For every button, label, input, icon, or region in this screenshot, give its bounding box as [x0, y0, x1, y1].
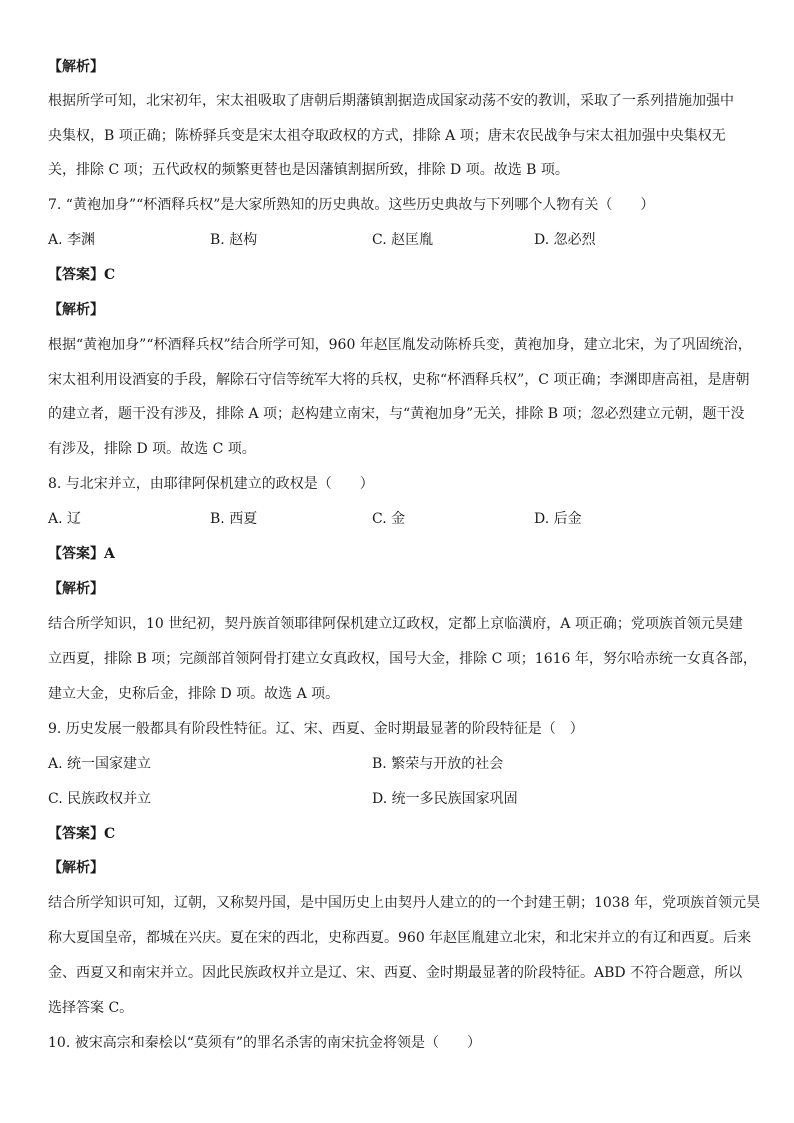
- q8-answer: 【答案】A: [48, 546, 115, 562]
- q8-option-a: A. 辽: [48, 511, 82, 527]
- q9-answer: 【答案】C: [48, 826, 116, 842]
- q7-analysis-line: 的建立者，题干没有涉及，排除 A 项；赵构建立南宋，与“黄袍加身”无关，排除 B 项；忽必烈建立元朝，题干没: [48, 406, 745, 422]
- q7-option-b: B. 赵构: [210, 232, 258, 248]
- q7-option-d: D. 忽必烈: [534, 232, 596, 248]
- q8-analysis-label: 【解析】: [48, 581, 104, 597]
- question-7: 7. “黄袍加身”“杯酒释兵权”是大家所熟知的历史典故。这些历史典故与下列哪个人物有关（ ）: [48, 197, 655, 213]
- analysis-text-line: 根据所学可知，北宋初年，宋太祖吸取了唐朝后期藩镇割据造成国家动荡不安的教训，采取了一系列措施加强中: [48, 93, 734, 109]
- analysis-text-line: 央集权，B 项正确；陈桥驿兵变是宋太祖夺取政权的方式，排除 A 项；唐末农民战争与宋太祖加强中央集权无: [48, 128, 726, 144]
- question-8: 8. 与北宋并立，由耶律阿保机建立的政权是（ ）: [48, 476, 374, 492]
- q7-analysis-line: 宋太祖利用设酒宴的手段，解除石守信等统军大将的兵权，史称“杯酒释兵权”，C 项正确；李渊即唐高祖，是唐朝: [48, 372, 750, 388]
- question-10: 10. 被宋高宗和秦桧以“莫须有”的罪名杀害的南宋抗金将领是（ ）: [48, 1035, 482, 1051]
- q9-option-d: D. 统一多民族国家巩固: [372, 791, 518, 807]
- analysis-text-line: 关，排除 C 项；五代政权的频繁更替也是因藩镇割据所致，排除 D 项。故选 B 项。: [48, 162, 569, 178]
- q9-option-a: A. 统一国家建立: [48, 756, 152, 772]
- q9-analysis-line: 选择答案 C。: [48, 1000, 134, 1016]
- q9-analysis-line: 结合所学知识可知，辽朝，又称契丹国，是中国历史上由契丹人建立的的一个封建王朝；1038 年，党项族首领元昊: [48, 895, 761, 911]
- q8-analysis-line: 建立大金，史称后金，排除 D 项。故选 A 项。: [48, 686, 340, 702]
- q7-option-c: C. 赵匡胤: [372, 232, 434, 248]
- q8-option-b: B. 西夏: [210, 511, 258, 527]
- q7-option-a: A. 李渊: [48, 232, 96, 248]
- q8-option-c: C. 金: [372, 511, 406, 527]
- q7-analysis-label: 【解析】: [48, 302, 104, 318]
- q7-answer: 【答案】C: [48, 267, 116, 283]
- q9-option-b: B. 繁荣与开放的社会: [372, 756, 504, 772]
- question-9: 9. 历史发展一般都具有阶段性特征。辽、宋、西夏、金时期最显著的阶段特征是（ ）: [48, 721, 584, 737]
- q8-analysis-line: 结合所学知识，10 世纪初，契丹族首领耶律阿保机建立辽政权，定都上京临潢府，A 项正确；党项族首领元昊建: [48, 616, 743, 632]
- q7-analysis-line: 有涉及，排除 D 项。故选 C 项。: [48, 441, 256, 457]
- q9-option-c: C. 民族政权并立: [48, 791, 152, 807]
- q7-analysis-line: 根据“黄袍加身”“杯酒释兵权”结合所学可知，960 年赵匡胤发动陈桥兵变，黄袍加身，建立北宋，为了巩固统治，: [48, 337, 752, 353]
- q8-analysis-line: 立西夏，排除 B 项；完颜部首领阿骨打建立女真政权，国号大金，排除 C 项；1616 年，努尔哈赤统一女真各部，: [48, 651, 757, 667]
- q8-option-d: D. 后金: [534, 511, 582, 527]
- q9-analysis-line: 称大夏国皇帝，都城在兴庆。夏在宋的西北，史称西夏。960 年赵匡胤建立北宋，和北宋并立的有辽和西夏。后来: [48, 930, 752, 946]
- q9-analysis-label: 【解析】: [48, 860, 104, 876]
- analysis-label: 【解析】: [48, 59, 104, 75]
- q9-analysis-line: 金、西夏又和南宋并立。因此民族政权并立是辽、宋、西夏、金时期最显著的阶段特征。ABD 不符合题意，所以: [48, 965, 743, 981]
